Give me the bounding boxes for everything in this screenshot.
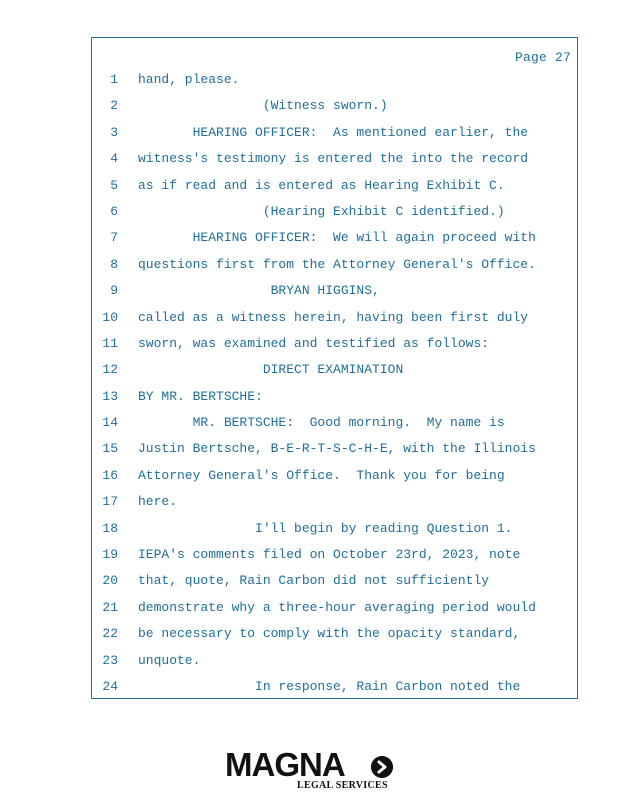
transcript-line <box>92 436 577 462</box>
transcript-line <box>92 305 577 331</box>
line-text: MR. BERTSCHE: Good morning. My name is <box>138 415 505 431</box>
line-number: 14 <box>102 415 118 431</box>
transcript-line <box>92 621 577 647</box>
line-number: 23 <box>102 652 118 668</box>
line-number: 6 <box>110 203 118 219</box>
transcript-line <box>92 410 577 436</box>
transcript-line <box>92 357 577 383</box>
transcript-line <box>92 93 577 119</box>
transcript-line <box>92 252 577 278</box>
line-text: Attorney General's Office. Thank you for being <box>138 467 505 483</box>
transcript-line <box>92 225 577 251</box>
line-number: 13 <box>102 388 118 404</box>
line-number: 2 <box>110 98 118 114</box>
line-number: 5 <box>110 177 118 193</box>
transcript-line <box>92 489 577 515</box>
line-text: IEPA's comments filed on October 23rd, 2023, note <box>138 547 521 563</box>
line-text: demonstrate why a three-hour averaging period would <box>138 599 536 615</box>
transcript-line <box>92 120 577 146</box>
magna-logo <box>225 748 395 792</box>
line-text: here. <box>138 494 178 510</box>
transcript-line <box>92 384 577 410</box>
line-text: hand, please. <box>138 72 240 87</box>
line-text: DIRECT EXAMINATION <box>138 362 404 378</box>
transcript-lines <box>92 67 577 700</box>
transcript-line <box>92 595 577 621</box>
transcript-line <box>92 173 577 199</box>
line-text: questions first from the Attorney General's Office. <box>138 256 536 272</box>
line-number: 8 <box>110 256 118 272</box>
line-text: In response, Rain Carbon noted the <box>138 678 521 694</box>
line-text: Justin Bertsche, B-E-R-T-S-C-H-E, with the Illinois <box>138 441 536 457</box>
logo-tagline: LEGAL SERVICES <box>297 780 388 791</box>
transcript-line <box>92 199 577 225</box>
line-text: (Hearing Exhibit C identified.) <box>138 203 505 219</box>
transcript-line <box>92 146 577 172</box>
line-number: 15 <box>102 441 118 457</box>
transcript-line <box>92 674 577 700</box>
line-number: 18 <box>102 520 118 536</box>
line-number: 20 <box>102 573 118 589</box>
line-text: HEARING OFFICER: We will again proceed with <box>138 230 536 246</box>
line-text: BRYAN HIGGINS, <box>138 283 380 299</box>
line-number: 3 <box>110 124 118 140</box>
line-number: 4 <box>110 151 118 167</box>
line-text: I'll begin by reading Question 1. <box>138 520 513 536</box>
logo-wordmark: MAGNA <box>225 746 345 783</box>
line-number: 24 <box>102 678 118 694</box>
line-number: 22 <box>102 626 118 642</box>
line-text: HEARING OFFICER: As mentioned earlier, the <box>138 124 529 140</box>
line-number: 19 <box>102 547 118 563</box>
transcript-page <box>91 37 578 699</box>
line-number: 21 <box>102 599 118 615</box>
line-text: unquote. <box>138 652 201 668</box>
transcript-line <box>92 67 577 93</box>
transcript-line <box>92 542 577 568</box>
line-number: 7 <box>110 230 118 246</box>
transcript-line <box>92 278 577 304</box>
chevron-right-icon <box>371 756 393 778</box>
line-number: 17 <box>102 494 118 510</box>
transcript-line <box>92 568 577 594</box>
line-text: be necessary to comply with the opacity standard, <box>138 626 521 642</box>
transcript-line <box>92 463 577 489</box>
line-number: 12 <box>102 362 118 378</box>
line-number: 9 <box>110 283 118 299</box>
line-text: (Witness sworn.) <box>138 98 388 114</box>
transcript-line <box>92 516 577 542</box>
line-text: witness's testimony is entered the into the record <box>138 151 529 167</box>
line-text: that, quote, Rain Carbon did not sufficiently <box>138 573 490 589</box>
page-number: Page 27 <box>514 50 571 65</box>
line-text: called as a witness herein, having been first duly <box>138 309 529 325</box>
line-number: 10 <box>102 309 118 325</box>
transcript-line <box>92 648 577 674</box>
line-number: 1 <box>110 72 118 87</box>
line-text: sworn, was examined and testified as follows: <box>138 335 490 351</box>
line-text: BY MR. BERTSCHE: <box>138 388 263 404</box>
line-text: as if read and is entered as Hearing Exhibit C. <box>138 177 505 193</box>
line-number: 11 <box>102 335 118 351</box>
line-number: 16 <box>102 467 118 483</box>
transcript-line <box>92 331 577 357</box>
